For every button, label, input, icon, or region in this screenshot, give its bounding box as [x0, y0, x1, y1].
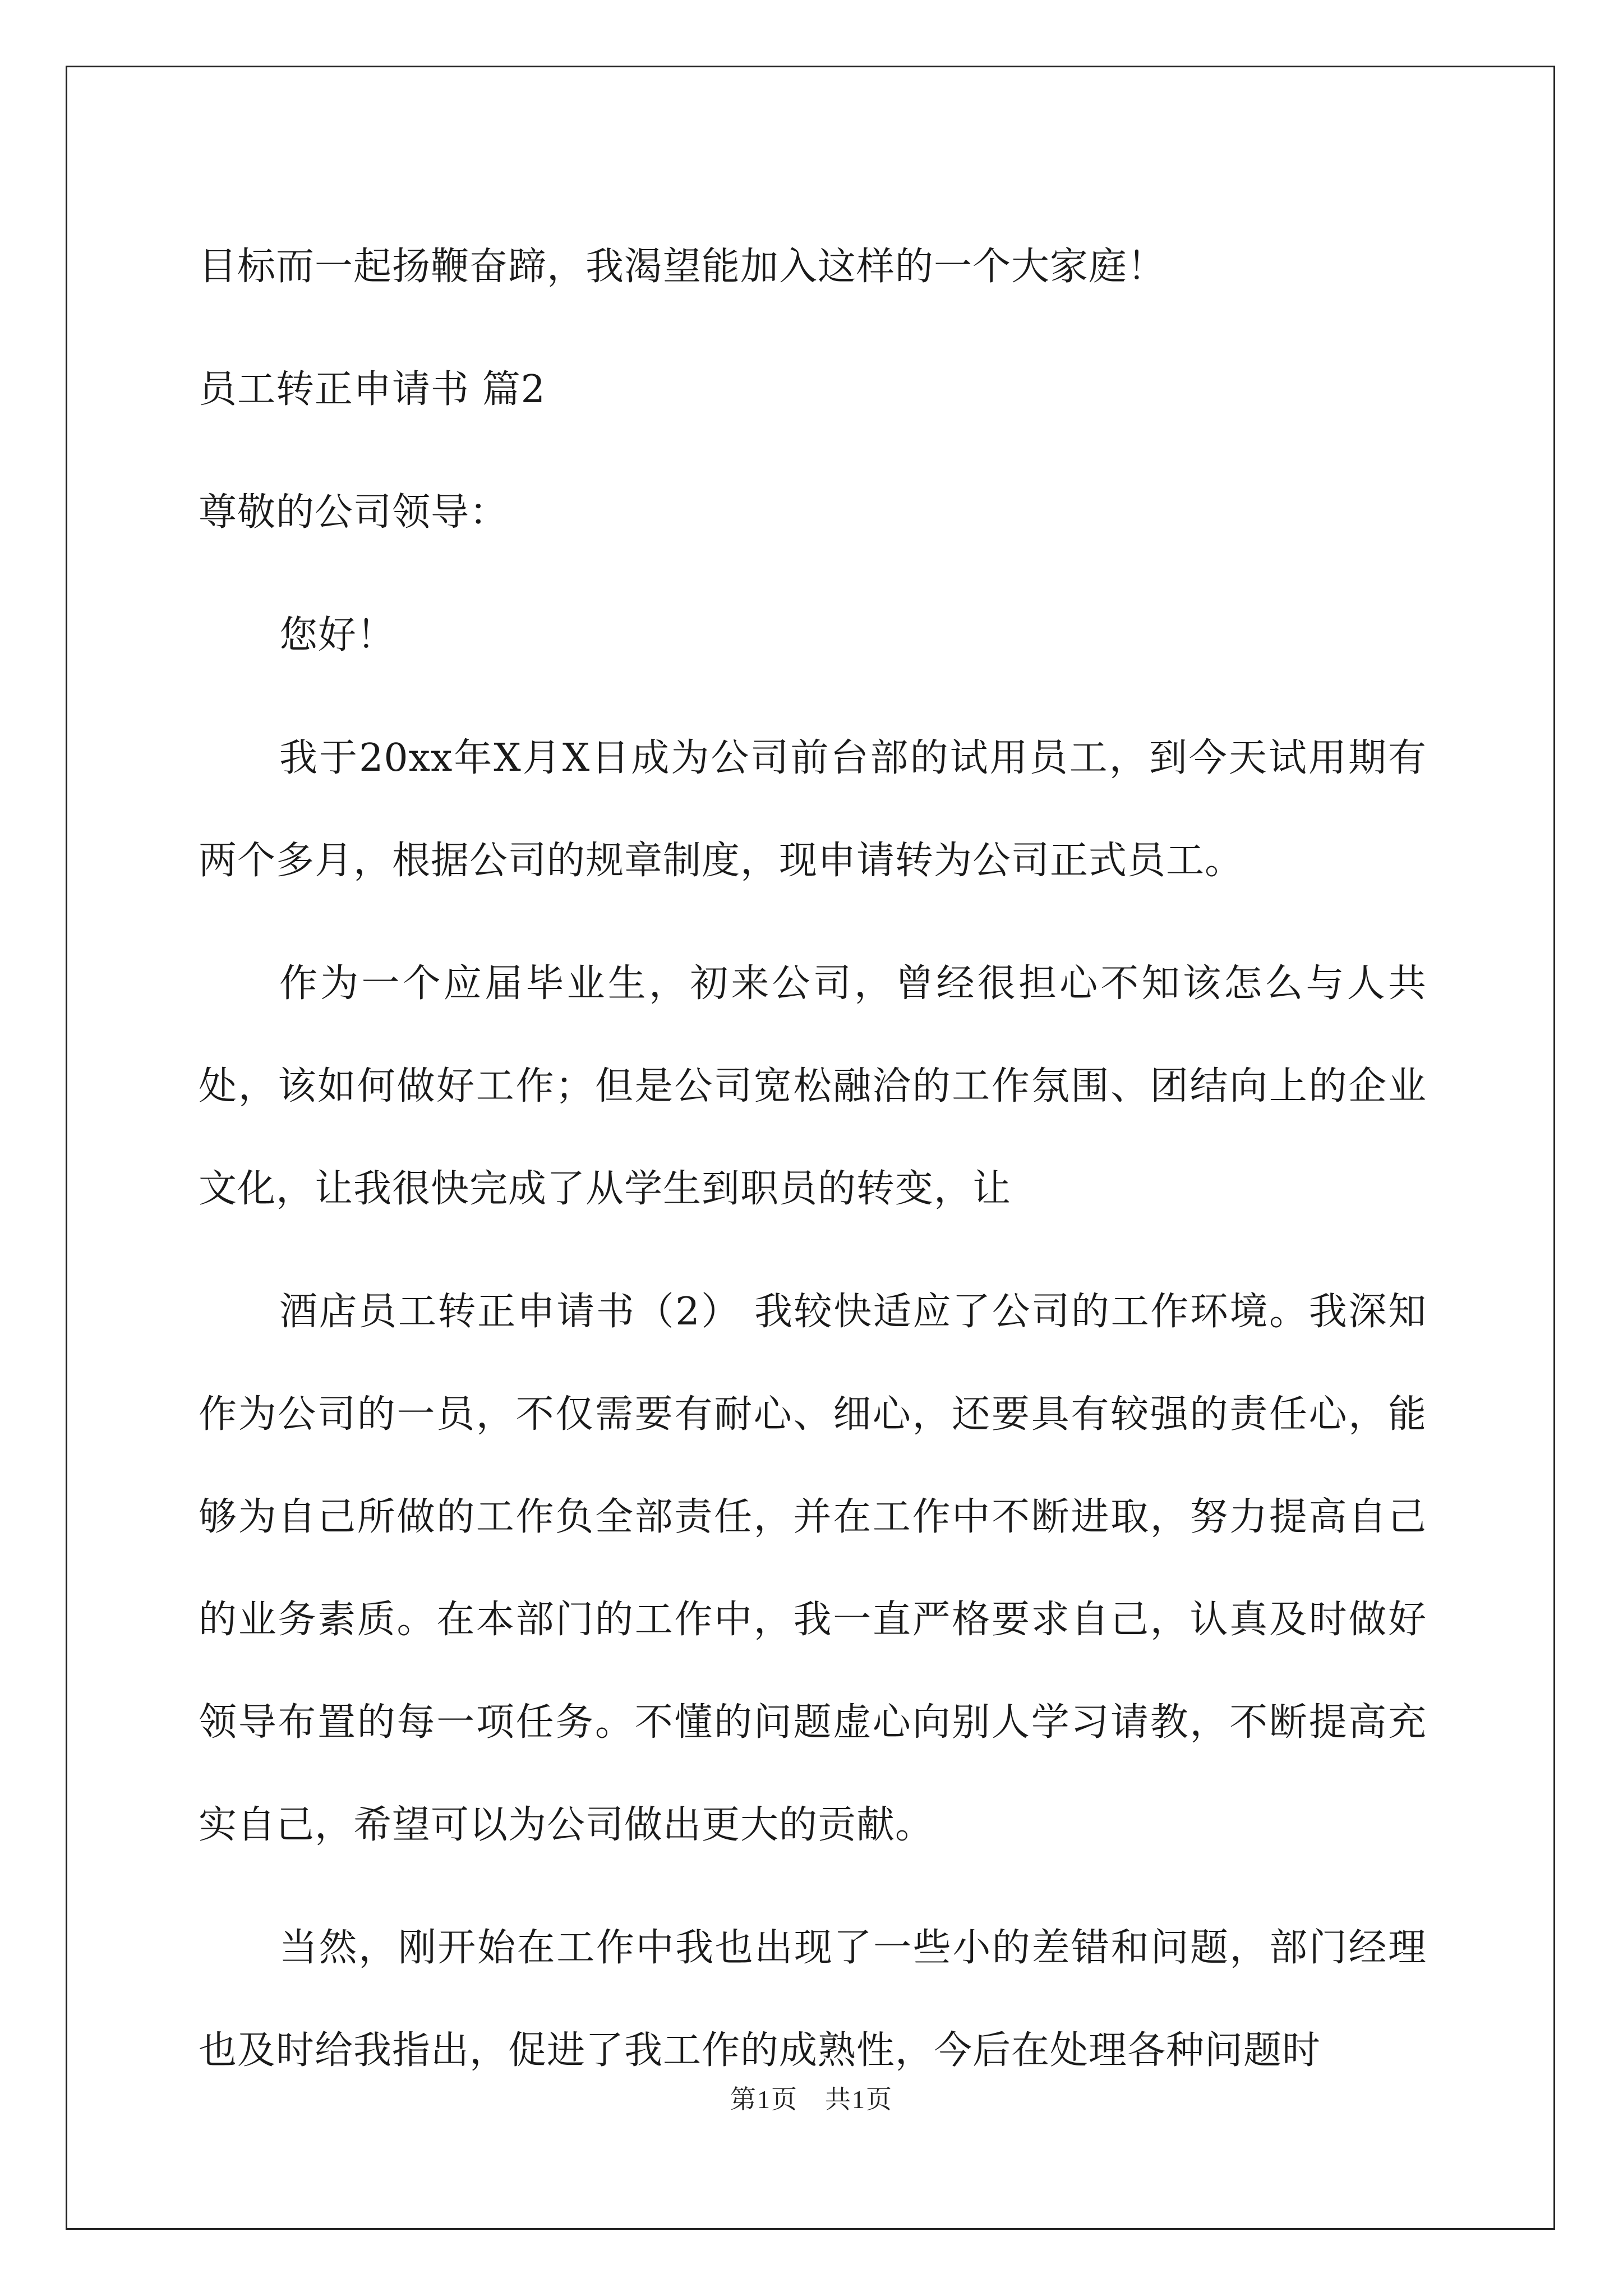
paragraph-improvement: 当然，刚开始在工作中我也出现了一些小的差错和问题，部门经理也及时给我指出，促进了我工作的成熟性，今后在处理各种问题时	[199, 1926, 1427, 2073]
page-footer: 第1页 共1页	[730, 2085, 893, 2114]
greeting: 您好！	[279, 613, 396, 657]
section-heading: 员工转正申请书 篇2	[199, 367, 546, 412]
paragraph-responsibility: 酒店员工转正申请书（2） 我较快适应了公司的工作环境。我深知作为公司的一员，不仅需要有耐心、细心，还要具有较强的责任心，能够为自己所做的工作负全部责任，并在工作中不断进取，努力提高自己的业务素质。在本部门的工作中，我一直严格要求自己，认真及时做好领导布置的每一项任务。不懂的问题虚心向别人学习请教，不断提高充实自己，希望可以为公司做出更大的贡献。	[199, 1290, 1427, 1847]
salutation: 尊敬的公司领导：	[199, 490, 509, 535]
paragraph-continuation: 目标而一起扬鞭奋蹄，我渴望能加入这样的一个大家庭！	[199, 245, 1166, 289]
document-body	[199, 215, 1427, 2122]
paragraph-intro: 我于20xx年X月X日成为公司前台部的试用员工，到今天试用期有两个多月，根据公司的规章制度，现申请转为公司正式员工。	[199, 736, 1427, 883]
paragraph-adaptation: 作为一个应届毕业生，初来公司，曾经很担心不知该怎么与人共处，该如何做好工作；但是公司宽松融洽的工作氛围、团结向上的企业文化，让我很快完成了从学生到职员的转变，让	[199, 961, 1427, 1211]
